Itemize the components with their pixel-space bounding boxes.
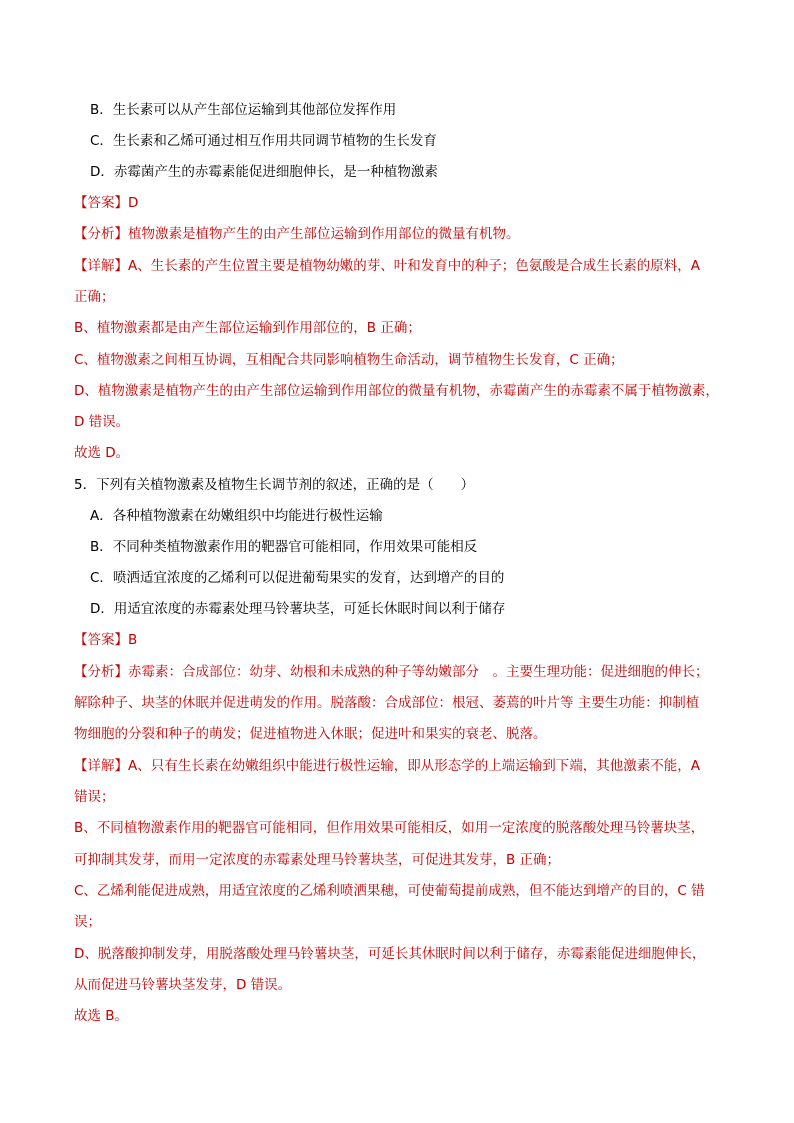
q5-detail-row-a bbox=[74, 756, 700, 776]
analysis-text: 赤霉素：合成部位：幼芽、幼根和未成熟的种子等幼嫩部分 。主要生理功能：促进细胞的伸长； bbox=[128, 664, 709, 680]
q5-detail-c-cont: 误； bbox=[74, 914, 101, 930]
q5-conclusion: 故选 B。 bbox=[74, 1008, 129, 1024]
answer-tag: 【答案】 bbox=[74, 632, 128, 648]
q4-detail-row-a bbox=[74, 256, 700, 276]
q4-detail-a-cont: 正确； bbox=[74, 289, 115, 305]
q4-option-c: C．生长素和乙烯可通过相互作用共同调节植物的生长发育 bbox=[90, 133, 437, 149]
q5-answer-row bbox=[74, 630, 137, 650]
q5-option-a: A．各种植物激素在幼嫩组织中均能进行极性运输 bbox=[90, 508, 383, 524]
answer-value: D bbox=[128, 195, 139, 211]
q5-detail-a-cont: 错误； bbox=[74, 789, 115, 805]
detail-text: A、只有生长素在幼嫩组织中能进行极性运输，即从形态学的上端运输到下端，其他激素不能，A bbox=[128, 758, 700, 774]
q5-detail-d-cont: 从而促进马铃薯块茎发芽，D 错误。 bbox=[74, 977, 292, 993]
analysis-text: 植物激素是植物产生的由产生部位运输到作用部位的微量有机物。 bbox=[128, 226, 520, 242]
q5-option-c: C．喷洒适宜浓度的乙烯利可以促进葡萄果实的发育，达到增产的目的 bbox=[90, 570, 505, 586]
detail-text: A、生长素的产生位置主要是植物幼嫩的芽、叶和发育中的种子；色氨酸是合成生长素的原料，A bbox=[128, 258, 700, 274]
q5-detail-d: D、脱落酸抑制发芽，用脱落酸处理马铃薯块茎，可延长其休眠时间以利于储存，赤霉素能促进细胞伸长， bbox=[74, 946, 706, 962]
q4-conclusion: 故选 D。 bbox=[74, 445, 130, 461]
q4-answer-row bbox=[74, 193, 138, 213]
q5-detail-c: C、乙烯利能促进成熟，用适宜浓度的乙烯利喷洒果穗，可使葡萄提前成熟，但不能达到增产的目的，C 错 bbox=[74, 883, 705, 899]
q5-detail-b: B、不同植物激素作用的靶器官可能相同，但作用效果可能相反，如用一定浓度的脱落酸处理马铃薯块茎， bbox=[74, 820, 705, 836]
q5-analysis-row bbox=[74, 662, 709, 682]
answer-value: B bbox=[128, 632, 138, 648]
q4-detail-c: C、植物激素之间相互协调，互相配合共同影响植物生命活动，调节植物生长发育，C 正确； bbox=[74, 352, 624, 368]
q5-detail-b-cont: 可抑制其发芽，而用一定浓度的赤霉素处理马铃薯块茎，可促进其发芽，B 正确； bbox=[74, 852, 561, 868]
q5-analysis-cont-2: 物细胞的分裂和种子的萌发；促进植物进入休眠；促进叶和果实的衰老、脱落。 bbox=[74, 726, 547, 742]
q4-detail-b: B、植物激素都是由产生部位运输到作用部位的，B 正确； bbox=[74, 320, 421, 336]
q5-analysis-cont-1: 解除种子、块茎的休眠并促进萌发的作用。脱落酸：合成部位：根冠、萎蔫的叶片等 主要生功能：抑制植 bbox=[74, 695, 700, 711]
analysis-tag: 【分析】 bbox=[74, 664, 128, 680]
detail-tag: 【详解】 bbox=[74, 758, 128, 774]
answer-tag: 【答案】 bbox=[74, 195, 128, 211]
q5-option-d: D．用适宜浓度的赤霉素处理马铃薯块茎，可延长休眠时间以利于储存 bbox=[90, 601, 506, 617]
q4-detail-d-cont: D 错误。 bbox=[74, 414, 130, 430]
q4-detail-d: D、植物激素是植物产生的由产生部位运输到作用部位的微量有机物，赤霉菌产生的赤霉素不属于植物激素， bbox=[74, 383, 719, 399]
q4-analysis-row bbox=[74, 224, 520, 244]
q4-option-d: D．赤霉菌产生的赤霉素能促进细胞伸长，是一种植物激素 bbox=[90, 164, 438, 180]
detail-tag: 【详解】 bbox=[74, 258, 128, 274]
q5-stem: 5．下列有关植物激素及植物生长调节剂的叙述，正确的是（ ） bbox=[74, 477, 475, 493]
q5-option-b: B．不同种类植物激素作用的靶器官可能相同，作用效果可能相反 bbox=[90, 539, 478, 555]
analysis-tag: 【分析】 bbox=[74, 226, 128, 242]
q4-option-b: B．生长素可以从产生部位运输到其他部位发挥作用 bbox=[90, 102, 397, 118]
